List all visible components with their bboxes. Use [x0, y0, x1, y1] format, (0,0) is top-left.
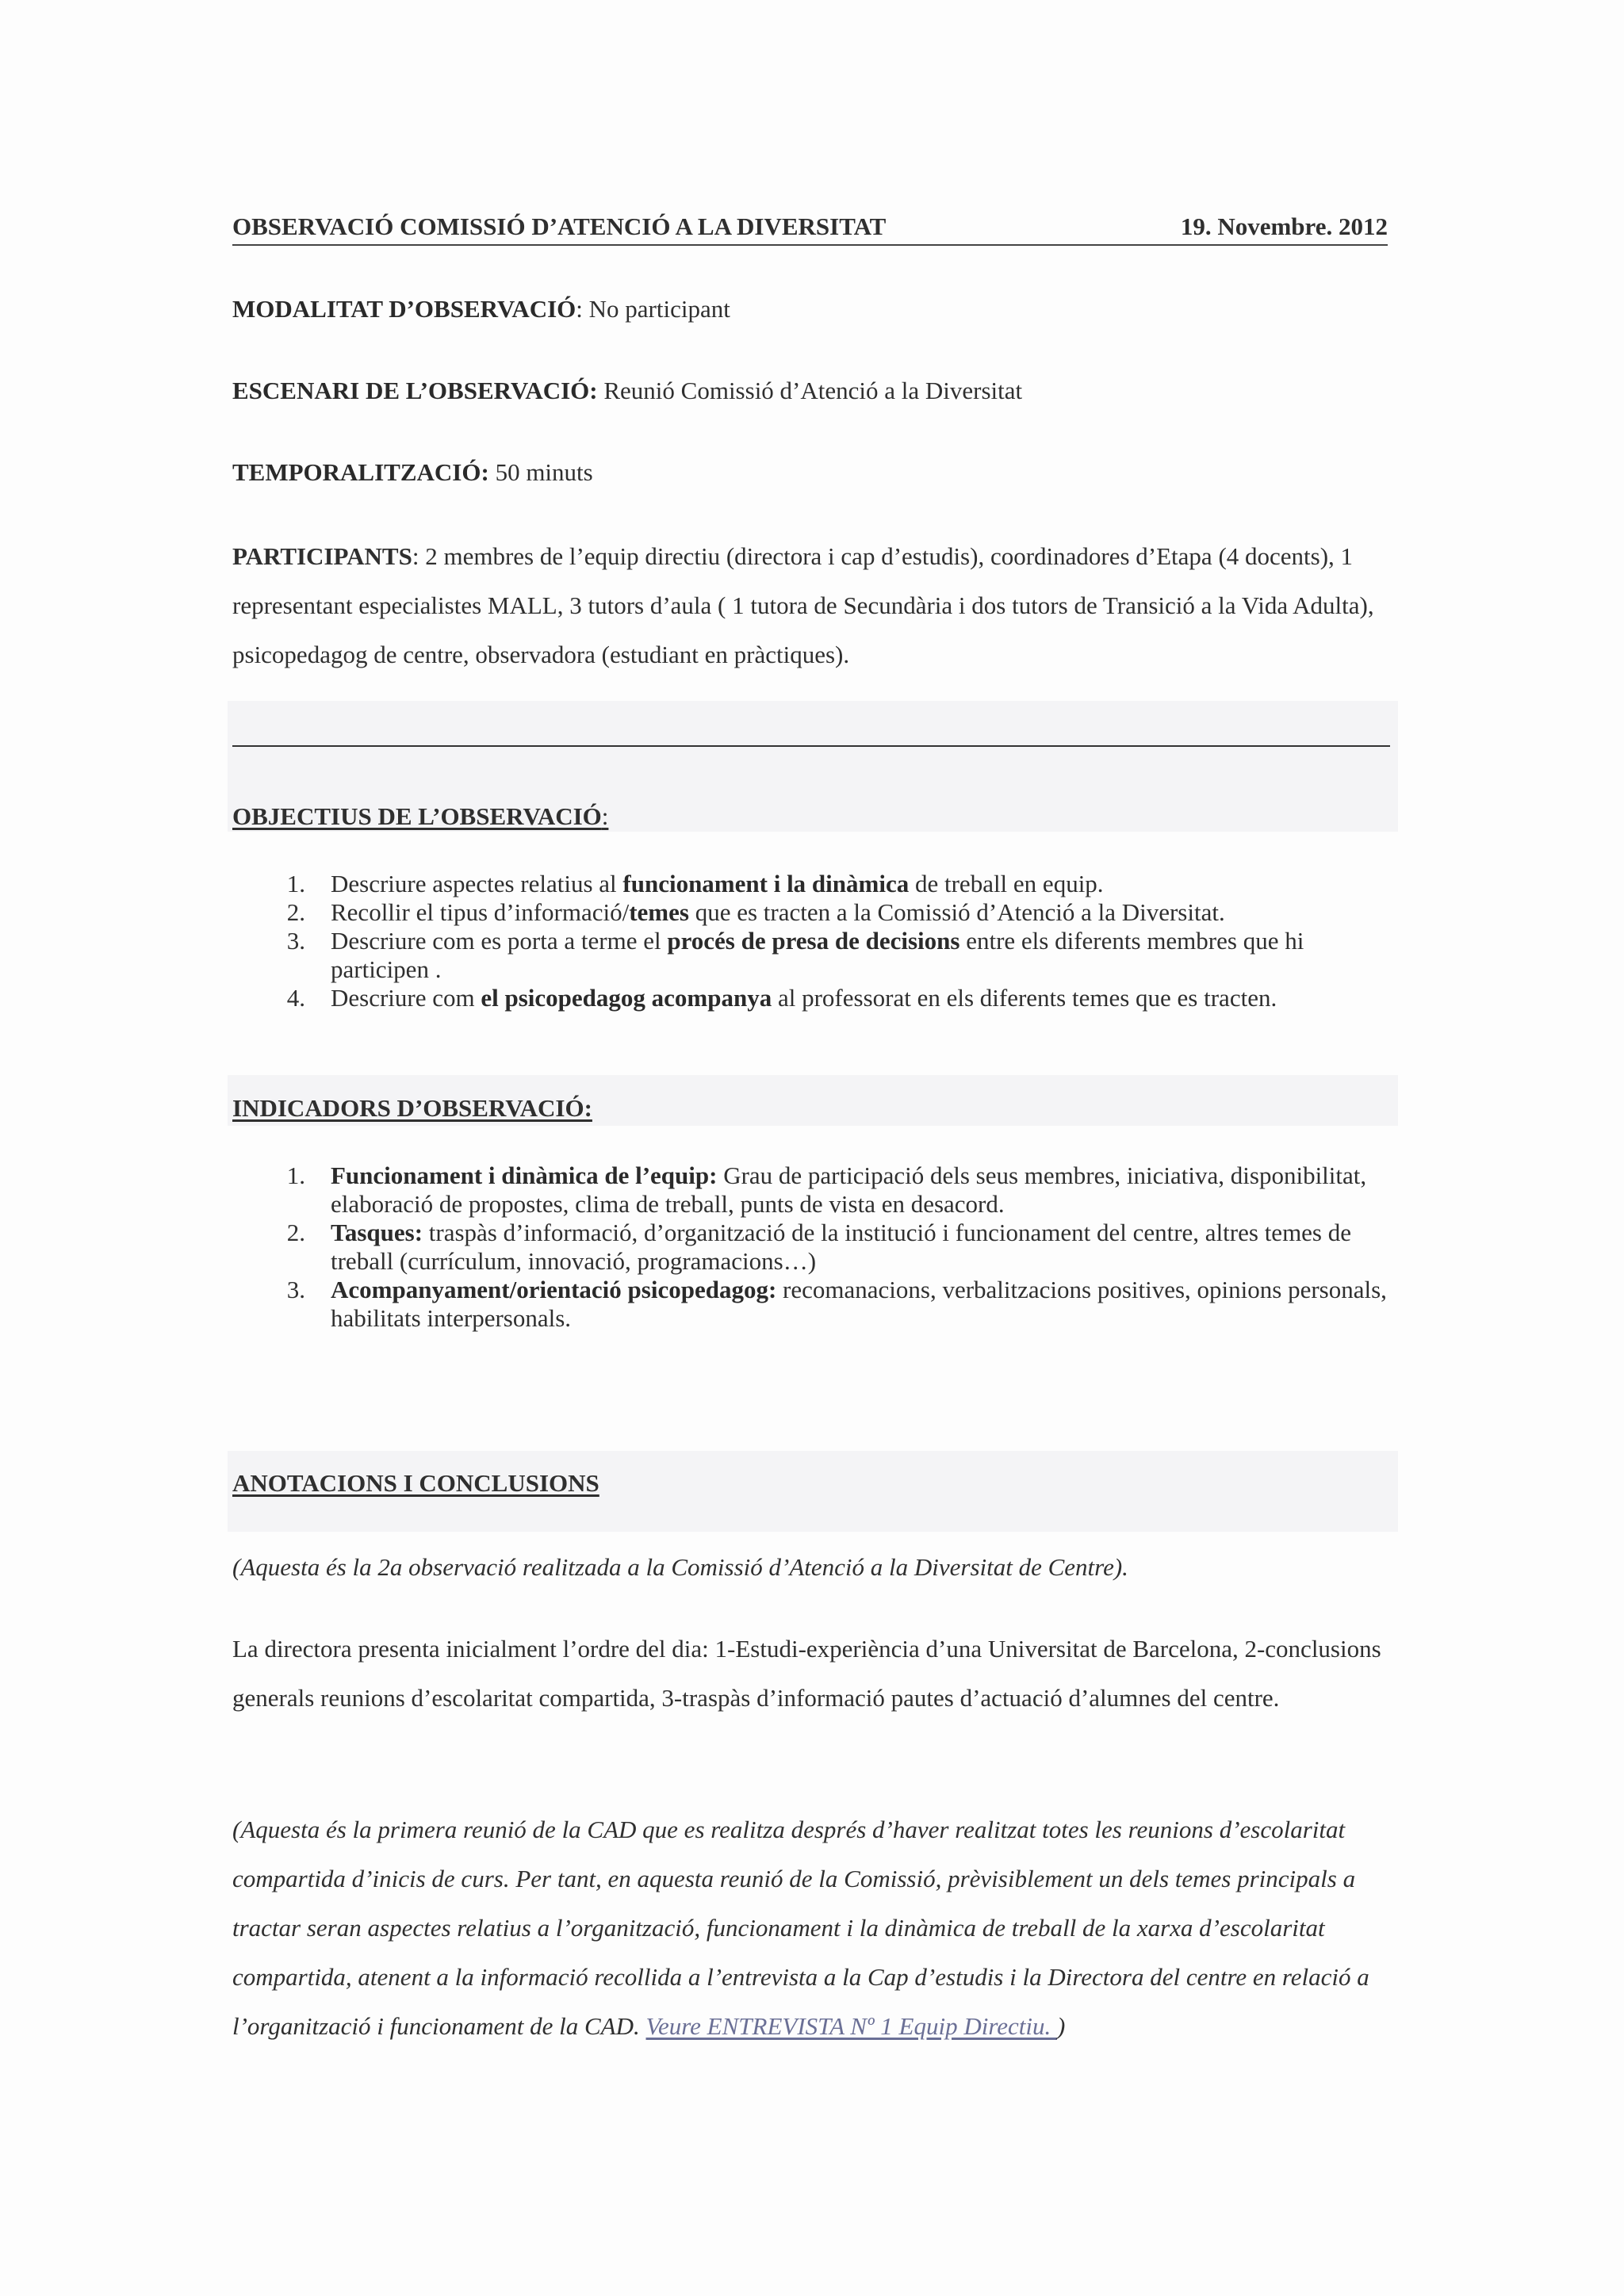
temporalitzacio-value: 50 minuts: [488, 458, 593, 486]
list-item: 3. Acompanyament/orientació psicopedagog: recomanacions, verbalitzacions positives, opinions personals, habilitats interpersonals.: [286, 1276, 1387, 1332]
temporalitzacio-label: TEMPORALITZACIÓ:: [232, 458, 489, 486]
section-divider: [232, 745, 1390, 747]
document-header: [232, 212, 1388, 246]
objectives-heading: OBJECTIUS DE L’OBSERVACIÓ:: [232, 802, 609, 830]
modalitat-value: : No participant: [576, 295, 730, 323]
escenari-label: ESCENARI DE L’OBSERVACIÓ:: [232, 377, 598, 404]
list-item: 2. Tasques: traspàs d’informació, d’organització de la institució i funcionament del centre, altres temes de treball (currículum, innovació, programacions…): [286, 1219, 1352, 1275]
participants-value: : 2 membres de l’equip directiu (directora i cap d’estudis), coordinadores d’Etapa (4 docents), 1 representant especialistes MALL, 3 tutors d’aula ( 1 tutora de Secundària i dos tutors de Transició a la Vida Adulta), psicopedagog de centre, observadora (estudiant en pràctiques).: [232, 542, 1374, 668]
indicators-heading: INDICADORS D’OBSERVACIÓ:: [232, 1094, 592, 1122]
list-item: 4. Descriure com el psicopedagog acompanya al professorat en els diferents temes que es tracten.: [286, 984, 1277, 1012]
annotation-note: (Aquesta és la 2a observació realitzada a la Comissió d’Atenció a la Diversitat de Centre).: [232, 1553, 1128, 1581]
objectives-list: [232, 870, 1390, 1012]
interview-link[interactable]: Veure ENTREVISTA Nº 1 Equip Directiu.: [645, 2012, 1057, 2040]
modalitat-label: MODALITAT D’OBSERVACIÓ: [232, 295, 576, 323]
list-item: 2. Recollir el tipus d’informació/temes que es tracten a la Comissió d’Atenció a la Diversitat.: [286, 898, 1225, 926]
list-item: 1. Descriure aspectes relatius al funcionament i la dinàmica de treball en equip.: [286, 870, 1104, 897]
participants-field: [232, 532, 1388, 679]
list-item: 1. Funcionament i dinàmica de l’equip: Grau de participació dels seus membres, iniciativa, disponibilitat, elaboració de propostes, clima de treball, punts de vista en desacord.: [286, 1161, 1367, 1218]
temporalitzacio-field: [232, 458, 593, 487]
document-title: OBSERVACIÓ COMISSIÓ D’ATENCIÓ A LA DIVERSITAT: [232, 212, 887, 240]
indicators-list: [232, 1161, 1390, 1333]
participants-label: PARTICIPANTS: [232, 542, 412, 570]
document-date: 19. Novembre. 2012: [1180, 212, 1388, 240]
modalitat-field: [232, 295, 730, 323]
annotation-paragraph: La directora presenta inicialment l’ordre del dia: 1-Estudi-experiència d’una Universitat de Barcelona, 2-conclusions generals reunions d’escolaritat compartida, 3-traspàs d’informació pautes d’actuació d’alumnes del centre.: [232, 1635, 1381, 1712]
list-item: 3. Descriure com es porta a terme el procés de presa de decisions entre els diferents membres que hi participen .: [286, 927, 1304, 983]
annotations-heading: ANOTACIONS I CONCLUSIONS: [232, 1469, 599, 1497]
annotation-note-2: (Aquesta és la primera reunió de la CAD que es realitza després d’haver realitzat totes les reunions d’escolaritat compartida d’inicis de curs. Per tant, en aquesta reunió de la Comissió, prèvisiblement un dels temes principals a tractar seran aspectes relatius a l’organització, funcionament i la dinàmica de treball de la xarxa d’escolaritat compartida, atenent a la informació recollida a l’entrevista a la Cap d’estudis i la Directora del centre en relació a l’organització i funcionament de la CAD. Veure ENTREVISTA Nº 1 Equip Directiu. ): [232, 1816, 1369, 2040]
escenari-value: Reunió Comissió d’Atenció a la Diversitat: [597, 377, 1023, 404]
escenari-field: [232, 377, 1022, 405]
